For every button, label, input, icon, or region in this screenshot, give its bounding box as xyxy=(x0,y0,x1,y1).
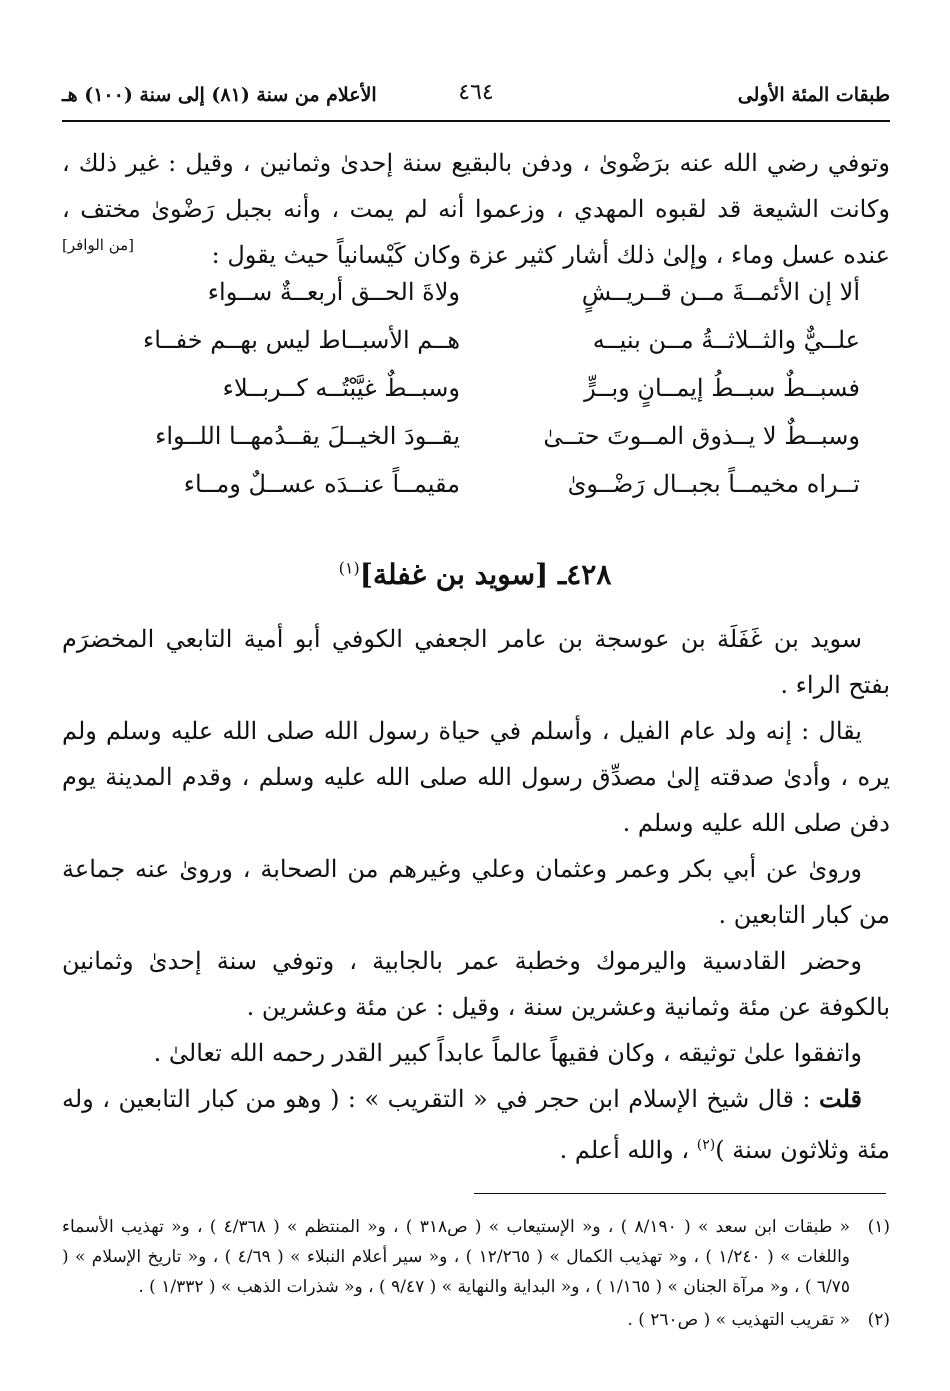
header-rule xyxy=(62,120,890,122)
poem-verse xyxy=(62,470,890,518)
entry-title-text: ٤٢٨ـ [سويد بن غفلة] xyxy=(359,558,612,591)
hemistich-second: هــم الأسبــاط ليس بهــم خفــاء xyxy=(142,326,460,354)
poem-verse xyxy=(62,374,890,422)
footnote-text: « طبقات ابن سعد » ( ٨/١٩٠ ) ، و« الإستيعاب » ( ص٣١٨ ) ، و« المنتظم » ( ٤/٣٦٨ ) ، و« تهذيب الأسماء واللغات » ( ١/٢٤٠ ) ، و« تهذيب الكمال » ( ١٢/٢٦٥ ) ، و« سير أعلام النبلاء » ( ٤/٦٩ ) ، و« تاريخ الإسلام » ( ٦/٧٥ ) ، و« مرآة الجنان » ( ١/١٦٥ ) ، و« البداية والنهاية » ( ٩/٤٧ ) ، و« شذرات الذهب » ( ١/٣٣٢ ) . xyxy=(62,1217,851,1297)
hemistich-first: فسبــطٌ سبــطُ إيمــانٍ وبــرٍّ xyxy=(584,374,860,402)
hemistich-first: تــراه مخيمــاً بجبــال رَضْــوىٰ xyxy=(567,470,860,498)
footnote xyxy=(62,1212,890,1302)
entry-paragraph: وروىٰ عن أبي بكر وعمر وعثمان وعلي وغيرهم من الصحابة ، وروىٰ عنه جماعة من كبار التابعين . xyxy=(62,855,890,929)
prev-entry-paragraph: وتوفي رضي الله عنه برَضْوىٰ ، ودفن بالبقيع سنة إحدىٰ وثمانين ، وقيل : غير ذلك ، وكانت الشيعة قد لقبوه المهدي ، وزعموا أنه لم يمت ، وأنه بجبل رَضْوىٰ مختف ، عنده عسل وماء ، وإلىٰ ذلك أشار كثير عزة وكان كَيْسانياً حيث يقول : xyxy=(62,149,890,269)
poem-meter-label: [من الوافر] xyxy=(62,236,135,254)
footnote-rule xyxy=(474,1193,886,1194)
poem xyxy=(62,278,890,518)
section-title: الأعلام من سنة (٨١) إلى سنة (١٠٠) هـ xyxy=(62,84,377,106)
hemistich-second: وسبــطٌ غيَّبْتُــه كــربــلاء xyxy=(222,374,460,402)
entry-paragraph: وحضر القادسية واليرموك وخطبة عمر بالجابية ، وتوفي سنة إحدىٰ وثمانين بالكوفة عن مئة وثمانية وعشرين سنة ، وقيل : عن مئة وعشرين . xyxy=(62,947,890,1021)
hemistich-first: ألا إن الأئمــةَ مــن قــريــشٍ xyxy=(581,278,860,306)
hemistich-second: مقيمــاً عنــدَه عســلٌ ومــاء xyxy=(183,470,460,498)
footnote-text: « تقريب التهذيب » ( ص٢٦٠ ) . xyxy=(627,1310,850,1330)
poem-verse xyxy=(62,278,890,326)
entry-paragraph: يقال : إنه ولد عام الفيل ، وأسلم في حياة رسول الله صلى الله عليه وسلم ولم يره ، وأدىٰ صدقته إلىٰ مصدِّق رسول الله صلى الله عليه وسلم ، وقدم المدينة يوم دفن صلى الله عليه وسلم . xyxy=(62,717,890,837)
qultu-end: ، والله أعلم . xyxy=(559,1136,690,1164)
entry-paragraph: واتفقوا علىٰ توثيقه ، وكان فقيهاً عالماً عابداً كبير القدر رحمه الله تعالىٰ . xyxy=(153,1039,862,1067)
entry-paragraph: سويد بن غَفَلَة بن عوسجة بن عامر الجعفي الكوفي أبو أمية التابعي المخضرَم بفتح الراء . xyxy=(62,625,890,699)
footnote-number: (١) xyxy=(867,1217,890,1237)
book-title: طبقات المئة الأولى xyxy=(737,84,890,106)
footnote-number: (٢) xyxy=(867,1310,890,1330)
hemistich-first: وسبــطٌ لا يــذوق المــوتَ حتــىٰ xyxy=(543,422,860,450)
poem-verse xyxy=(62,422,890,470)
running-header xyxy=(62,80,890,116)
page-number: ٤٦٤ xyxy=(458,80,494,105)
footnote-ref: (١) xyxy=(338,558,360,578)
hemistich-second: يقــودَ الخيــلَ يقــدُمهــا اللــواء xyxy=(155,422,460,450)
entry-title xyxy=(0,558,950,591)
hemistich-first: علــيٌّ والثــلاثــةُ مــن بنيــه xyxy=(592,326,860,354)
qultu-label: قلت xyxy=(819,1084,862,1113)
poem-verse xyxy=(62,326,890,374)
qultu-text: : قال شيخ الإسلام ابن حجر في « التقريب » : ( وهو من كبار التابعين ، وله مئة وثلاثون سنة ) xyxy=(62,1085,890,1164)
footnote-ref: (٢) xyxy=(696,1137,716,1153)
hemistich-second: ولاةَ الحــق أربعــةٌ ســواء xyxy=(207,278,460,306)
qultu-paragraph xyxy=(62,1076,890,1173)
footnote xyxy=(62,1305,890,1335)
